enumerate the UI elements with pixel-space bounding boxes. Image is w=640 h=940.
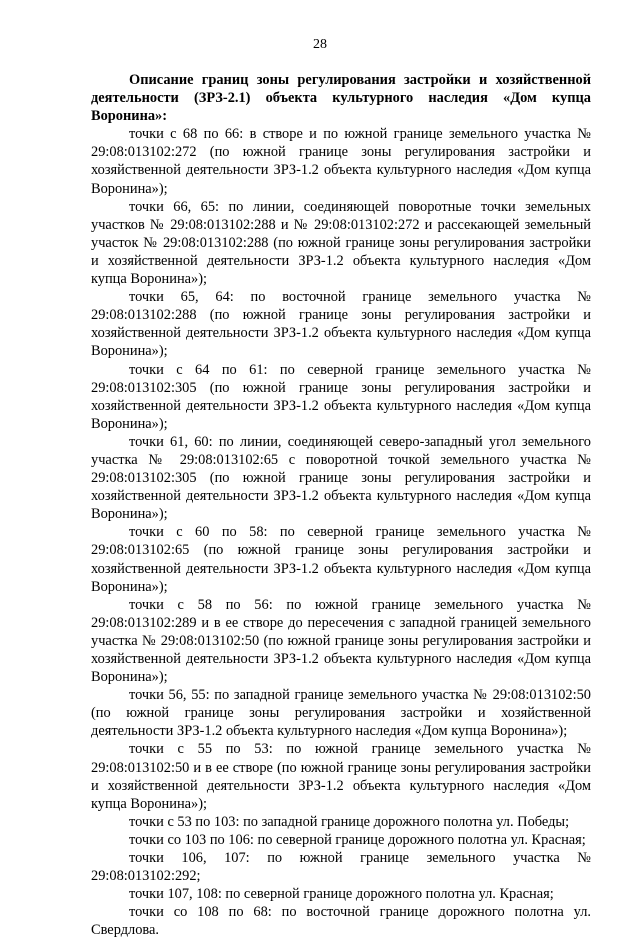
paragraph-points-66-65: точки 66, 65: по линии, соединяющей поворотные точки земельных участков № 29:08:013102:288 и № 29:08:013102:272 и рассекающей земельный участок № 29:08:013102:288 (по южной границе зоны регулирования застройки и хозяйственной деятельности ЗРЗ-1.2 объекта культурного наследия «Дом купца Воронина»); [91, 198, 591, 288]
paragraph-points-103-106: точки со 103 по 106: по северной границе дорожного полотна ул. Красная; [129, 831, 586, 848]
paragraph-points-60-58: точки с 60 по 58: по северной границе земельного участка № 29:08:013102:65 (по южной границе зоны регулирования застройки и хозяйственной деятельности ЗРЗ-1.2 объекта культурного наследия «Дом купца Воронина»); [91, 524, 591, 595]
document-body [91, 71, 591, 940]
paragraph-points-107-108: точки 107, 108: по северной границе дорожного полотна ул. Красная; [129, 886, 554, 903]
page-number: 28 [313, 37, 327, 52]
paragraph-points-53-103: точки с 53 по 103: по западной границе дорожного полотна ул. Победы; [129, 813, 570, 830]
paragraph-points-64-61: точки с 64 по 61: по северной границе земельного участка № 29:08:013102:305 (по южной границе зоны регулирования застройки и хозяйственной деятельности ЗРЗ-1.2 объекта культурного наследия «Дом купца Воронина»); [91, 361, 591, 432]
section-heading: Описание границ зоны регулирования застройки и хозяйственной деятельности (ЗРЗ-2.1) объекта культурного наследия «Дом купца Воронина»: [91, 72, 591, 125]
paragraph-points-58-56: точки с 58 по 56: по южной границе земельного участка № 29:08:013102:289 и в ее створе до пересечения с западной границей земельного участка № 29:08:013102:50 (по южной границе зоны регулирования застройки и хозяйственной деятельности ЗРЗ-1.2 объекта культурного наследия «Дом купца Воронина»); [91, 596, 591, 686]
paragraph-points-65-64: точки 65, 64: по восточной границе земельного участка № 29:08:013102:288 (по южной границе зоны регулирования застройки и хозяйственной деятельности ЗРЗ-1.2 объекта культурного наследия «Дом купца Воронина»); [91, 289, 591, 360]
paragraph-points-106-107: точки 106, 107: по южной границе земельного участка № 29:08:013102:292; [91, 850, 591, 885]
paragraph-points-61-60: точки 61, 60: по линии, соединяющей северо-западный угол земельного участка № 29:08:013102:65 с поворотной точкой земельного участка № 29:08:013102:305 (по южной границе зоны регулирования застройки и хозяйственной деятельности ЗРЗ-1.2 объекта культурного наследия «Дом купца Воронина»); [91, 433, 591, 523]
paragraph-points-55-53: точки с 55 по 53: по южной границе земельного участка № 29:08:013102:50 и в ее створе (по южной границе зоны регулирования застройки и хозяйственной деятельности ЗРЗ-1.2 объекта культурного наследия «Дом купца Воронина»); [91, 741, 591, 812]
paragraph-points-108-68: точки со 108 по 68: по восточной границе дорожного полотна ул. Свердлова. [91, 904, 591, 939]
paragraph-points-68-66: точки с 68 по 66: в створе и по южной границе земельного участка № 29:08:013102:272 (по южной границе зоны регулирования застройки и хозяйственной деятельности ЗРЗ-1.2 объекта культурного наследия «Дом купца Воронина»); [91, 126, 591, 197]
paragraph-points-56-55: точки 56, 55: по западной границе земельного участка № 29:08:013102:50 (по южной границе зоны регулирования застройки и хозяйственной деятельности ЗРЗ-1.2 объекта культурного наследия «Дом купца Воронина»); [91, 687, 591, 740]
